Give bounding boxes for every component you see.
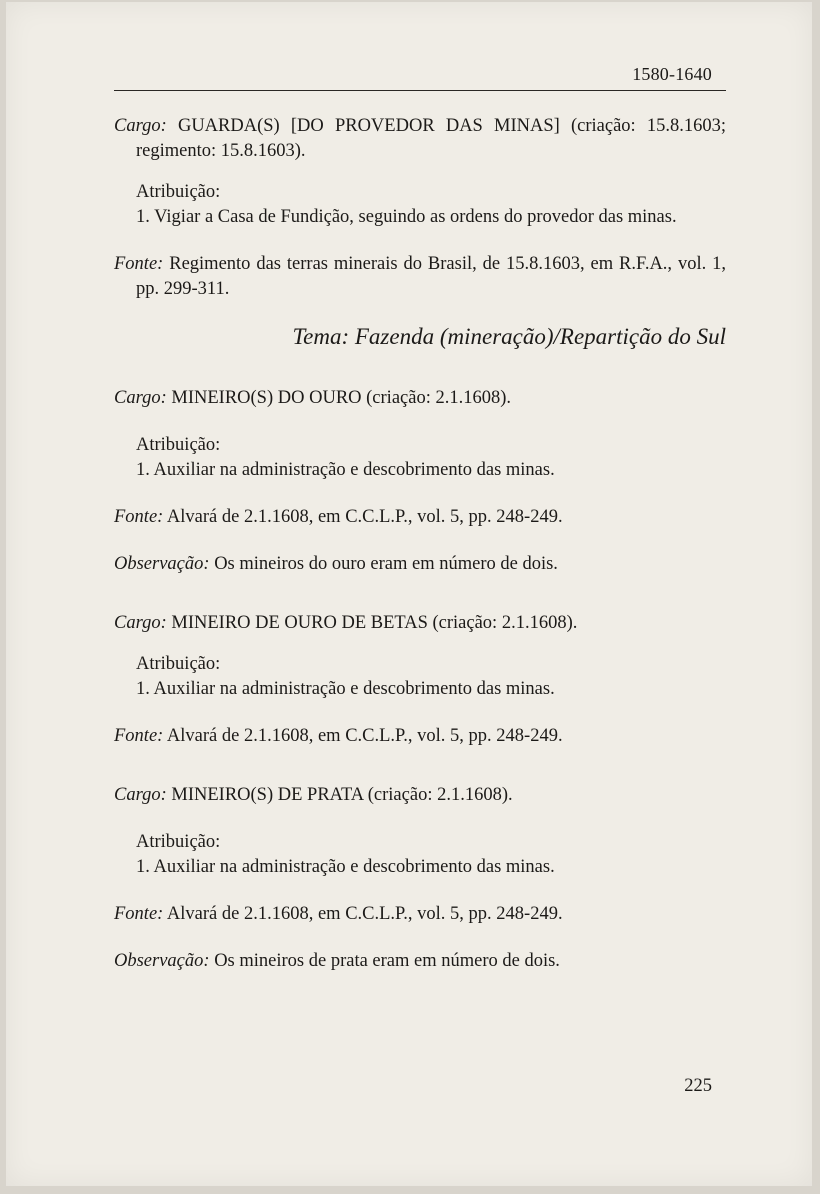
header-rule [114, 90, 726, 91]
fonte-label: Fonte: [114, 904, 164, 924]
fonte-label: Fonte: [114, 726, 164, 746]
cargo-text: MINEIRO DE OURO DE BETAS (criação: 2.1.1608). [171, 613, 578, 633]
observacao-entry [114, 949, 726, 974]
fonte-entry [114, 252, 726, 302]
cargo-text: GUARDA(S) [DO PROVEDOR DAS MINAS] (criação: 15.8.1603; regimento: 15.8.1603). [136, 116, 727, 161]
tema-heading: Tema: Fazenda (mineração)/Repartição do Sul [292, 324, 726, 349]
fonte-entry [114, 505, 726, 530]
fonte-entry [114, 724, 726, 749]
fonte-label: Fonte: [114, 507, 164, 527]
cargo-entry-guardas [114, 114, 726, 164]
cargo-entry-mineiro-ouro [114, 386, 726, 411]
fonte-text: Alvará de 2.1.1608, em C.C.L.P., vol. 5, pp. 248-249. [166, 726, 563, 746]
cargo-entry-mineiro-prata [114, 783, 726, 808]
atribuicao-label: Atribuição: [136, 654, 221, 674]
cargo-text: MINEIRO(S) DE PRATA (criação: 2.1.1608). [171, 785, 513, 805]
page-content [114, 114, 726, 974]
fonte-label: Fonte: [114, 254, 164, 274]
atribuicao-item: 1. Auxiliar na administração e descobrimento das minas. [136, 460, 555, 480]
fonte-text: Alvará de 2.1.1608, em C.C.L.P., vol. 5, pp. 248-249. [166, 904, 563, 924]
cargo-label: Cargo: [114, 116, 167, 136]
document-page [6, 2, 812, 1186]
cargo-label: Cargo: [114, 388, 167, 408]
page-range-header: 1580-1640 [632, 64, 712, 84]
observacao-label: Observação: [114, 951, 210, 971]
cargo-text: MINEIRO(S) DO OURO (criação: 2.1.1608). [171, 388, 512, 408]
atribuicao-label: Atribuição: [136, 832, 221, 852]
atribuicao-item: 1. Auxiliar na administração e descobrimento das minas. [136, 857, 555, 877]
fonte-entry [114, 902, 726, 927]
cargo-label: Cargo: [114, 785, 167, 805]
atribuicao-label: Atribuição: [136, 435, 221, 455]
observacao-entry [114, 552, 726, 577]
observacao-text: Os mineiros de prata eram em número de dois. [214, 951, 560, 971]
cargo-entry-mineiro-betas [114, 611, 726, 636]
observacao-label: Observação: [114, 554, 210, 574]
atribuicao-item: 1. Vigiar a Casa de Fundição, seguindo as ordens do provedor das minas. [136, 207, 677, 227]
atribuicao-item: 1. Auxiliar na administração e descobrimento das minas. [136, 679, 555, 699]
fonte-text: Alvará de 2.1.1608, em C.C.L.P., vol. 5, pp. 248-249. [166, 507, 563, 527]
page-number: 225 [684, 1076, 712, 1096]
atribuicao-label: Atribuição: [136, 182, 221, 202]
fonte-text: Regimento das terras minerais do Brasil, de 15.8.1603, em R.F.A., vol. 1, pp. 299-311. [136, 254, 727, 299]
observacao-text: Os mineiros do ouro eram em número de dois. [214, 554, 558, 574]
cargo-label: Cargo: [114, 613, 167, 633]
